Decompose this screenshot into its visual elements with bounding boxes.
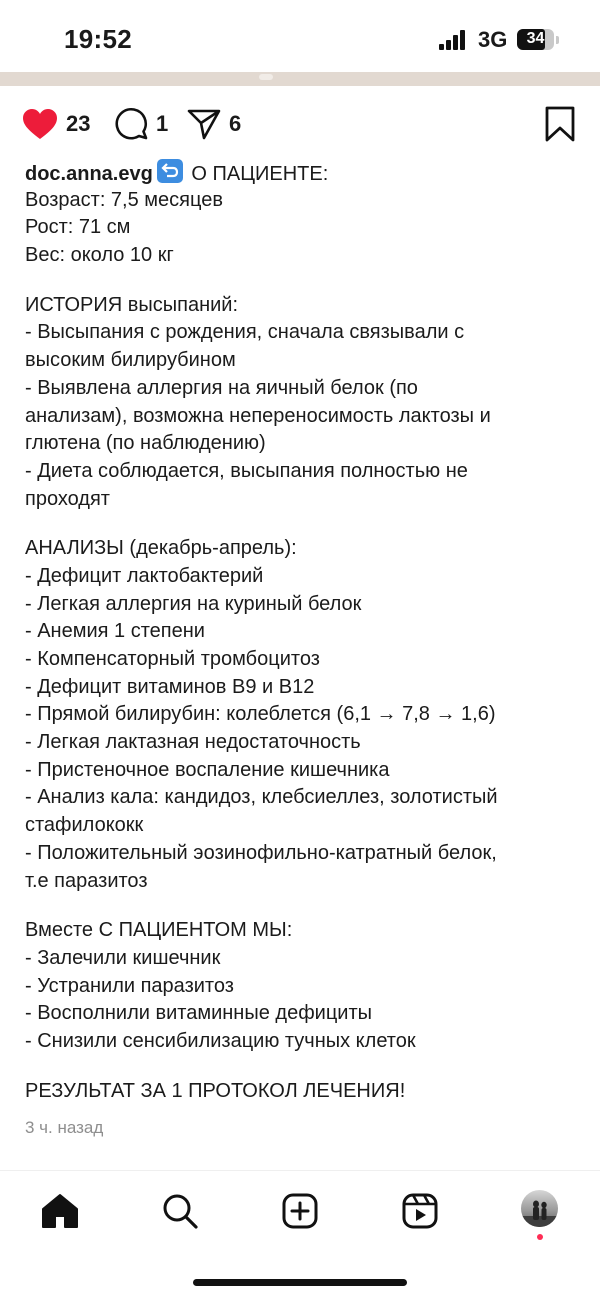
notification-dot [537, 1234, 543, 1240]
caption-line: т.е паразитоз [25, 869, 148, 892]
caption-line: АНАЛИЗЫ (декабрь-апрель): [25, 537, 297, 560]
caption-line: проходят [25, 487, 110, 510]
username-link[interactable]: doc.anna.evg [25, 163, 153, 185]
caption-line: высоким билирубином [25, 349, 236, 372]
tab-reels[interactable] [398, 1189, 442, 1233]
caption-line: - Положительный эозинофильно-катратный белок, [25, 841, 497, 864]
post-timestamp[interactable]: 3 ч. назад [25, 1118, 104, 1137]
bookmark-icon [544, 106, 576, 142]
caption-line: - Анемия 1 степени [25, 620, 205, 643]
home-indicator[interactable] [193, 1279, 407, 1286]
post-actions [0, 96, 600, 152]
caption-line: анализам), возможна непереносимость лактозы и [25, 404, 491, 427]
tab-search[interactable] [158, 1189, 202, 1233]
send-icon [187, 108, 221, 140]
share-button[interactable] [187, 96, 241, 152]
bottom-tab-bar [0, 1170, 600, 1297]
comment-icon [114, 107, 148, 141]
comment-button[interactable] [114, 96, 168, 152]
tab-create[interactable] [278, 1189, 322, 1233]
caption-line: стафилококк [25, 814, 144, 837]
comment-count[interactable]: 1 [156, 111, 169, 136]
caption-line: РЕЗУЛЬТАТ ЗА 1 ПРОТОКОЛ ЛЕЧЕНИЯ! [25, 1079, 406, 1102]
return-arrow-emoji-icon [157, 159, 183, 183]
battery-icon [517, 29, 554, 50]
save-button[interactable] [544, 96, 576, 152]
post-caption [25, 159, 570, 1105]
profile-avatar[interactable] [521, 1190, 558, 1227]
caption-text: О ПАЦИЕНТЕ: [191, 163, 329, 185]
caption-line: - Компенсаторный тромбоцитоз [25, 648, 320, 670]
caption-line: - Дефицит витаминов В9 и В12 [25, 675, 315, 698]
caption-line: - Легкая аллергия на куриный белок [25, 592, 362, 615]
battery-level: 34 [526, 30, 545, 47]
caption-line: - Снизили сенсибилизацию тучных клеток [25, 1029, 416, 1052]
post-image-edge[interactable] [0, 72, 600, 86]
like-count[interactable]: 23 [66, 111, 91, 136]
status-time: 19:52 [64, 24, 132, 54]
caption-line: - Пристеночное воспаление кишечника [25, 758, 390, 781]
caption-line: Вес: около 10 кг [25, 244, 174, 267]
caption-line: - Диета соблюдается, высыпания полностью не [25, 459, 468, 482]
reels-icon [402, 1193, 438, 1229]
caption-line: - Анализ кала: кандидоз, клебсиеллез, золотистый [25, 786, 498, 809]
caption-line: Вместе С ПАЦИЕНТОМ МЫ: [25, 919, 293, 942]
avatar-figures-icon [521, 1190, 558, 1227]
caption-line: глютена (по наблюдению) [25, 432, 266, 455]
caption-line: ИСТОРИЯ высыпаний: [25, 293, 239, 316]
caption-line: - Высыпания с рождения, сначала связывали с [25, 321, 465, 344]
home-icon [41, 1193, 79, 1229]
caption-line [25, 159, 570, 187]
caption-line: - Выявлена аллергия на яичный белок (по [25, 376, 418, 399]
caption-line: - Устранили паразитоз [25, 974, 234, 997]
caption-line: - Восполнили витаминные дефициты [25, 1002, 372, 1025]
network-type: 3G [478, 27, 508, 52]
share-count[interactable]: 6 [229, 111, 242, 136]
battery-cap [556, 36, 559, 44]
search-icon [162, 1193, 198, 1229]
cellular-signal-icon [439, 30, 467, 50]
caption-line: Рост: 71 см [25, 216, 131, 239]
carousel-indicator [259, 74, 273, 80]
like-button[interactable] [22, 96, 90, 152]
status-bar [0, 0, 600, 72]
caption-line: - Прямой билирубин: колеблется (6,1 → 7,8 → 1,6) [25, 703, 496, 726]
heart-icon [22, 108, 58, 140]
caption-line: - Залечили кишечник [25, 946, 221, 969]
caption-line: - Легкая лактазная недостаточность [25, 731, 361, 754]
caption-line: Возраст: 7,5 месяцев [25, 188, 223, 211]
tab-home[interactable] [38, 1189, 82, 1233]
caption-line: - Дефицит лактобактерий [25, 564, 264, 587]
plus-square-icon [282, 1193, 318, 1229]
